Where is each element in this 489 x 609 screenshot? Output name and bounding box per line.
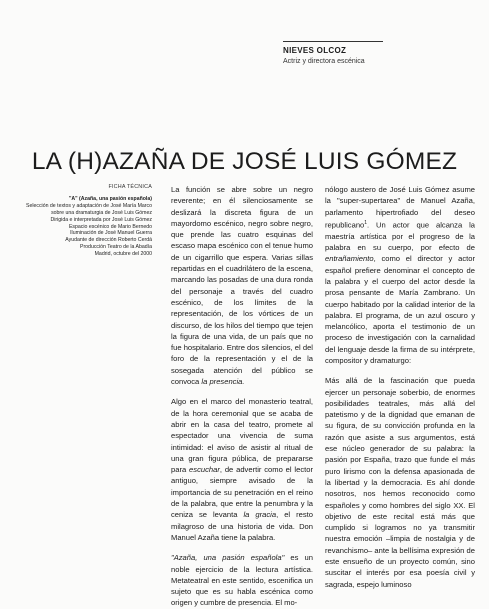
credit-line: Madrid, octubre del 2000 <box>94 251 152 258</box>
credit-line: Selección de textos y adaptación de José María Marco <box>25 202 152 209</box>
text-run: es un noble ejercicio de la lectura artística. Metateatral en este sentido, escenifica un sujeto que es su habla escénica como origen y cumbre de presencia. El mo- <box>171 553 313 608</box>
credit-line: Producción Teatro de la Abadía <box>79 244 152 251</box>
credit-line: sobre una dramaturgia de José Luis Gómez <box>51 209 152 216</box>
technical-sheet-label: FICHA TÉCNICA <box>108 184 152 190</box>
footnote-ref: 1 <box>364 219 368 226</box>
text-run: La función se abre sobre un negro reverente; en él silenciosamente se deslizará la discreta figura de un mayordomo escénico, negro sobre negro, que prende las cuatro esquinas del escaso mapa escénico con el tenue humo de un cigarrillo que espera. Varias sillas repartidas en el cuadrilátero de la escena, marcando las posadas de una dura ronda del personaje a través del cuadro escénico, de los límites de la representación, de los vórtices de un discurso, de los hilos del tiempo que tejen la figura de una vida, de un país que no fue hospitalario. Entre dos silencios, el del foro de la representación y el de la sosegada atención del público se convoca <box>171 185 313 387</box>
text-run: . Un actor que alcanza la maestría artística por el progreso de la palabra en su cuerpo, por efecto de <box>325 220 475 253</box>
paragraph <box>325 184 475 366</box>
emphasis: "Azaña, una pasión española" <box>171 553 285 563</box>
paragraph <box>171 396 313 543</box>
quote-paragraph: Más allá de la fascinación que pueda ejercer un personaje soberbio, de enormes posibilidades teatrales, más allá del patetismo y de la dignidad que emanan de su figura, de su convicción profunda en la razón que asiste a sus argumentos, está ese núcleo generador de su palabra: la pasión por España, trazo que funde el más puro lirismo con la defensa apasionada de la libertad y la democracia. Es ahí donde nosotros, nos hemos reconocido como españoles y como hombres del siglo XX. El objetivo de este recital está más que cumplido si logramos no ya transmitir nuestra emoción –limpia de nostalgia y de revanchismo– ante la bellísima expresión de este ensueño de un proyecto común, sino suscitar el interés por esa poesía civil y sagrada, espejo luminoso <box>325 376 475 589</box>
author-role: Actriz y directora escénica <box>283 58 365 65</box>
body-column-1 <box>171 184 313 609</box>
credit-line: Ayudante de dirección Roberto Cerdá <box>65 237 152 244</box>
text-run: nólogo austero de José Luis Gómez asume la "super-supertarea" de Manuel Azaña, parlamento hipertrofiado del deseo republicano <box>325 185 475 230</box>
paragraph <box>171 184 313 387</box>
text-run: , como el director y actor español prefiere denominar el concepto de la palabra y el cuerpo del actor desde la prosa pensante de María Zambrano. Un cuerpo habitado por la calidad interior de la palabra. El programa, de un azul oscuro y melancólico, aporta el testimonio de un proceso de investigación con la carnalidad del lenguaje desde la firma de su intérprete, compositor y dramaturgo: <box>325 254 475 365</box>
work-title: "A" (Azaña, una pasión española) <box>68 195 152 202</box>
credit-line: Espacio escénico de Mario Bernedo <box>68 223 152 230</box>
author-name: NIEVES OLCOZ <box>283 46 347 55</box>
text-run: , el resto milagroso de una historia de vida. Don Manuel Azaña tiene la palabra. <box>171 510 314 542</box>
emphasis: la gracia <box>243 510 277 520</box>
emphasis: la presencia. <box>201 377 245 387</box>
body-column-2 <box>325 184 475 590</box>
technical-sheet <box>14 184 152 258</box>
credit-line: Iluminación de José Manuel Guerra <box>70 230 152 237</box>
article-title: LA (H)AZAÑA DE JOSÉ LUIS GÓMEZ <box>31 148 458 175</box>
author-divider <box>283 41 383 42</box>
emphasis: entrañamiento <box>325 254 374 264</box>
paragraph <box>171 552 313 608</box>
emphasis: escuchar <box>189 465 220 475</box>
text-run: , de advertir como el lector antiguo, siempre avisado de la importancia de su penetración en el reino de la palabra, que entre la penumbra y la ceniza se levanta <box>171 465 313 520</box>
text-run: Algo en el marco del monasterio teatral, de la hora ceremonial que se acaba de abrir en la casa del teatro, promete al espectador una vivencia de suma intimidad: el aviso de asistir al ritual de una gran figura pública, de prepararse para <box>171 397 313 475</box>
credit-line: Dirigida e interpretada por José Luis Gómez <box>50 216 152 223</box>
